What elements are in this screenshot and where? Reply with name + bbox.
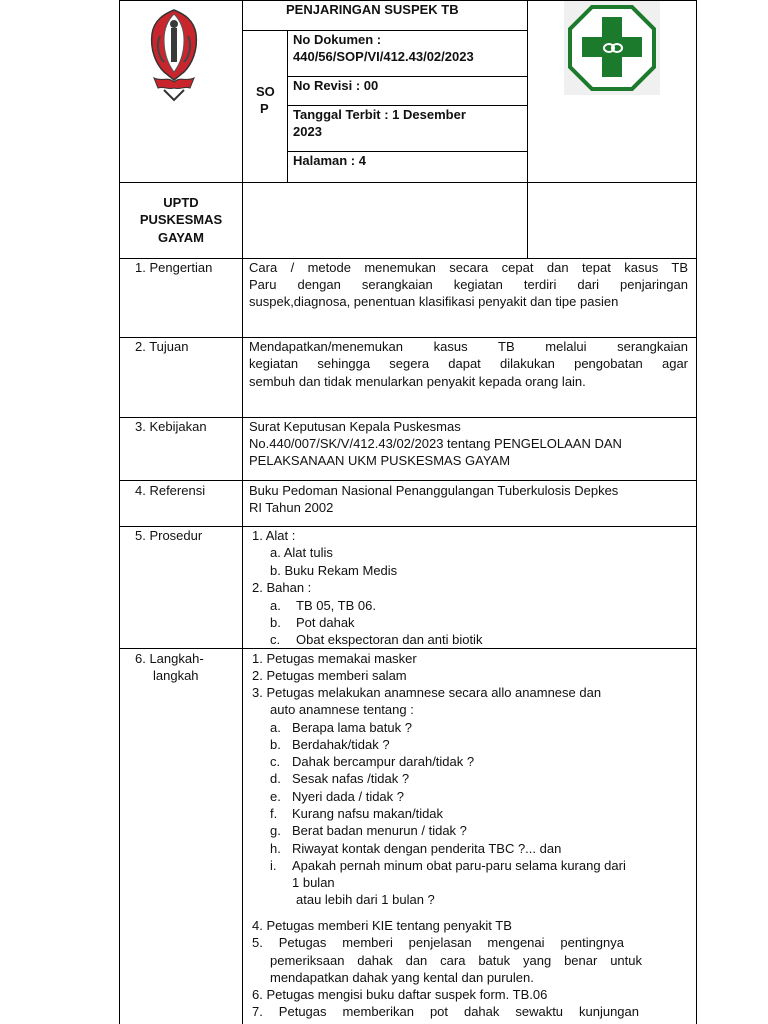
prosedur-alat-item: a. Alat tulis [270, 545, 333, 560]
list-marker: d. [270, 771, 281, 786]
regency-logo [146, 6, 202, 102]
prosedur-alat: 1. Alat : [252, 528, 296, 543]
anamnese-item: atau lebih dari 1 bulan ? [296, 892, 435, 907]
organization-name: GAYAM [157, 230, 204, 245]
prosedur-bahan-item: TB 05, TB 06. [296, 598, 376, 613]
anamnese-item: Riwayat kontak dengan penderita TBC ?... dan [292, 841, 562, 856]
kebijakan-text: Surat Keputusan Kepala Puskesmas [249, 419, 461, 434]
tanggal-terbit: Tanggal Terbit : 1 Desember [293, 107, 466, 122]
tanggal-terbit: 2023 [293, 124, 322, 139]
anamnese-item: Nyeri dada / tidak ? [292, 789, 405, 804]
langkah-step: pemeriksaan dahak dan cara batuk yang benar untuk [270, 953, 642, 968]
kebijakan-text: PELAKSANAAN UKM PUSKESMAS GAYAM [249, 453, 511, 468]
pengertian-text: Paru dengan serangkaian kegiatan terdiri dari penjaringan [249, 277, 688, 292]
row-divider [119, 526, 697, 527]
puskesmas-logo [564, 1, 660, 95]
langkah-step: 3. Petugas melakukan anamnese secara allo anamnese dan [252, 685, 602, 700]
pengertian-text: suspek,diagnosa, penentuan klasifikasi penyakit dan tipe pasien [249, 294, 619, 309]
tujuan-text: sembuh dan tidak menularkan penyakit kepada orang lain. [249, 374, 586, 389]
pengertian-text: Cara / metode menemukan secara cepat dan tepat kasus TB [249, 260, 688, 275]
tujuan-text: Mendapatkan/menemukan kasus TB melalui serangkaian [249, 339, 688, 354]
section-label-pengertian: 1. Pengertian [135, 260, 213, 275]
no-dokumen-label: No Dokumen : [293, 32, 382, 47]
no-revisi: No Revisi : 00 [293, 78, 379, 93]
tujuan-text: kegiatan sehingga segera dapat dilakukan pengobatan agar [249, 356, 688, 371]
list-marker: e. [270, 789, 281, 804]
section-label-tujuan: 2. Tujuan [135, 339, 189, 354]
no-dokumen-value: 440/56/SOP/VI/412.43/02/2023 [293, 49, 474, 64]
list-marker: i. [270, 858, 277, 873]
column-divider [242, 0, 243, 1024]
header-right-divider [527, 0, 528, 258]
list-marker: a. [270, 720, 281, 735]
row-divider [119, 480, 697, 481]
langkah-step: 5. Petugas memberi penjelasan mengenai pentingnya [252, 935, 624, 950]
prosedur-bahan-item: Pot dahak [296, 615, 355, 630]
anamnese-item: Berapa lama batuk ? [292, 720, 412, 735]
header-title-divider [242, 30, 528, 31]
section-label-langkah: langkah [153, 668, 199, 683]
sop-divider [287, 30, 288, 182]
organization-name: PUSKESMAS [139, 212, 223, 227]
anamnese-item: Sesak nafas /tidak ? [292, 771, 410, 786]
anamnese-item: Berdahak/tidak ? [292, 737, 390, 752]
anamnese-item: Kurang nafsu makan/tidak [292, 806, 444, 821]
anamnese-item: 1 bulan [292, 875, 335, 890]
list-marker: c. [270, 632, 281, 647]
list-marker: a. [270, 598, 281, 613]
section-label-langkah: 6. Langkah- [135, 651, 204, 666]
list-marker: b. [270, 615, 281, 630]
langkah-step: 7. Petugas memberikan pot dahak sewaktu kunjungan [252, 1004, 639, 1019]
list-marker: c. [270, 754, 281, 769]
section-label-referensi: 4. Referensi [135, 483, 206, 498]
header-bottom-divider [119, 182, 697, 183]
langkah-step: mendapatkan dahak yang kental dan purulen. [270, 970, 534, 985]
table-border-left [119, 0, 120, 1024]
referensi-text: RI Tahun 2002 [249, 500, 334, 515]
anamnese-item: Dahak bercampur darah/tidak ? [292, 754, 475, 769]
sop-label: P [260, 101, 269, 116]
langkah-step: 4. Petugas memberi KIE tentang penyakit TB [252, 918, 512, 933]
organization-name: UPTD [163, 195, 199, 210]
section-label-kebijakan: 3. Kebijakan [135, 419, 207, 434]
section-label-prosedur: 5. Prosedur [135, 528, 203, 543]
prosedur-bahan: 2. Bahan : [252, 580, 312, 595]
list-marker: f. [270, 806, 278, 821]
kebijakan-text: No.440/007/SK/V/412.43/02/2023 tentang PENGELOLAAN DAN [249, 436, 622, 451]
list-marker: b. [270, 737, 281, 752]
sop-label: SO [256, 84, 275, 99]
halaman: Halaman : 4 [293, 153, 366, 168]
referensi-text: Buku Pedoman Nasional Penanggulangan Tuberkulosis Depkes [249, 483, 619, 498]
anamnese-item: Berat badan menurun / tidak ? [292, 823, 467, 838]
list-marker: h. [270, 841, 281, 856]
list-marker: g. [270, 823, 281, 838]
langkah-step: 1. Petugas memakai masker [252, 651, 417, 666]
langkah-step: auto anamnese tentang : [270, 702, 414, 717]
langkah-step: 6. Petugas mengisi buku daftar suspek form. TB.06 [252, 987, 548, 1002]
anamnese-item: Apakah pernah minum obat paru-paru selama kurang dari [292, 858, 626, 873]
document-title: PENJARINGAN SUSPEK TB [286, 2, 459, 17]
table-border-right [696, 0, 697, 1024]
langkah-step: 2. Petugas memberi salam [252, 668, 407, 683]
prosedur-alat-item: b. Buku Rekam Medis [270, 563, 398, 578]
prosedur-bahan-item: Obat ekspectoran dan anti biotik [296, 632, 483, 647]
